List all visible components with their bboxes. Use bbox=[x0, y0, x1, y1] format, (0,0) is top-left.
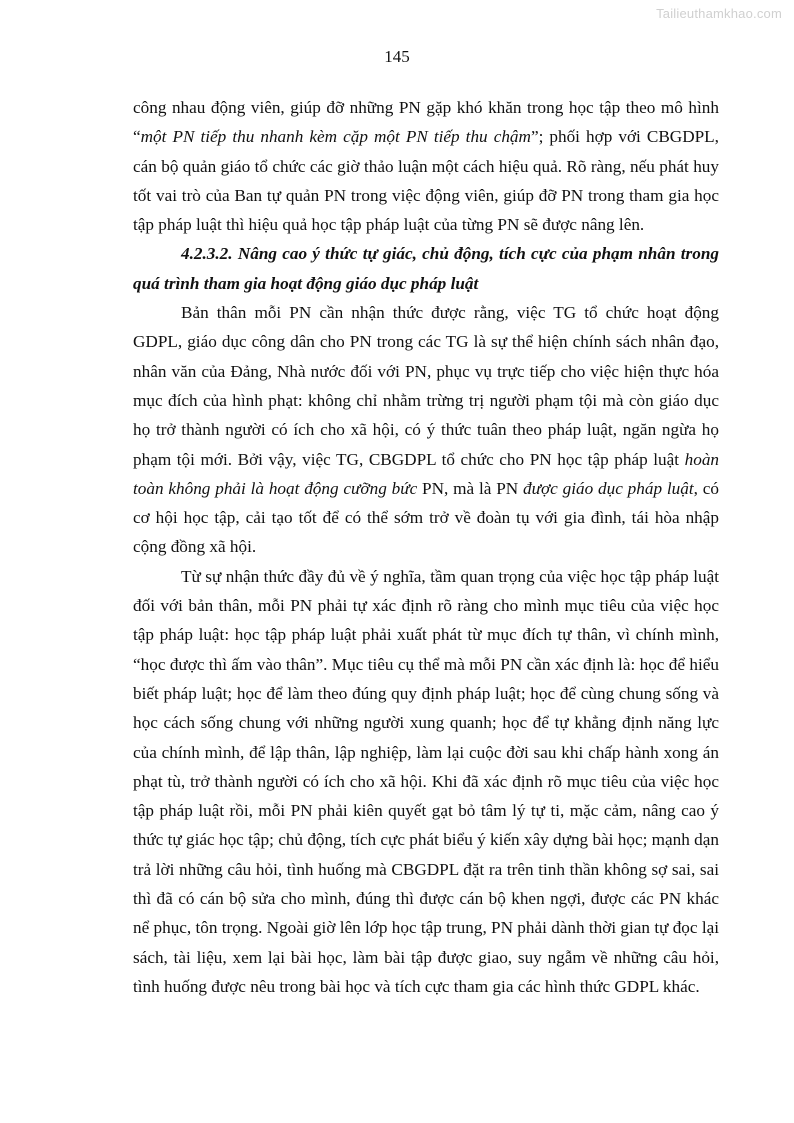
document-body bbox=[133, 93, 719, 1001]
paragraph-1 bbox=[133, 93, 719, 239]
paragraph-1-italic-phrase: một PN tiếp thu nhanh kèm cặp một PN tiếp thu chậm bbox=[140, 127, 531, 147]
paragraph-2-text-b: PN, mà là PN bbox=[417, 478, 524, 498]
paragraph-1-text-b: ”; phối hợp với CBGDPL, cán bộ quản giáo tổ chức các giờ thảo luận một cách hiệu quả. Rõ ràng, nếu phát huy tốt vai trò của Ban tự quản PN trong việc động viên, giúp đỡ PN trong tham gia học tập pháp luật thì hiệu quả học tập pháp luật của từng PN sẽ được nâng lên. bbox=[133, 127, 719, 235]
section-heading: 4.2.3.2. Nâng cao ý thức tự giác, chủ động, tích cực của phạm nhân trong quá trình tham gia hoạt động giáo dục pháp luật bbox=[133, 244, 719, 293]
paragraph-3: Từ sự nhận thức đầy đủ về ý nghĩa, tầm quan trọng của việc học tập pháp luật đối với bản thân, mỗi PN phải tự xác định rõ ràng cho mình mục tiêu của việc học tập pháp luật: học tập pháp luật phải xuất phát từ mục đích tự thân, vì chính mình, “học được thì ấm vào thân”. Mục tiêu cụ thể mà mỗi PN cần xác định là: học để hiểu biết pháp luật; học để làm theo đúng quy định pháp luật; học để cùng chung sống và học cách sống chung với những người xung quanh; học để tự khẳng định năng lực của chính mình, để lập thân, lập nghiệp, làm lại cuộc đời sau khi chấp hành xong án phạt tù, trở thành người có ích cho xã hội. Khi đã xác định rõ mục tiêu của việc học tập pháp luật rồi, mỗi PN phải kiên quyết gạt bỏ tâm lý tự ti, mặc cảm, nâng cao ý thức tự giác học tập; chủ động, tích cực phát biểu ý kiến xây dựng bài học; mạnh dạn trả lời những câu hỏi, tình huống mà CBGDPL đặt ra trên tinh thần không sợ sai, sai thì đã có cán bộ sửa cho mình, đúng thì được cán bộ khen ngợi, được các PN khác nể phục, tôn trọng. Ngoài giờ lên lớp học tập trung, PN phải dành thời gian tự đọc lại sách, tài liệu, xem lại bài học, làm bài tập được giao, suy ngẫm về những câu hỏi, tình huống được nêu trong bài học và tích cực tham gia các hình thức GDPL khác. bbox=[133, 566, 720, 996]
page-number: 145 bbox=[384, 47, 410, 66]
paragraph-2-italic-phrase-1: hoàn toàn không phải là hoạt động cưỡng bức bbox=[133, 449, 719, 498]
paragraph-2-text-a: Bản thân mỗi PN cần nhận thức được rằng, việc TG tổ chức hoạt động GDPL, giáo dục công dân cho PN trong các TG là sự thể hiện chính sách nhân đạo, nhân văn của Đảng, Nhà nước đối với PN, phục vụ trực tiếp cho việc hiện thực hóa mục đích của hình phạt: không chỉ nhằm trừng trị người phạm tội mà còn giáo dục họ trở thành người có ích cho xã hội, có ý thức tuân theo pháp luật, ngăn ngừa họ phạm tội mới. Bởi vậy, việc TG, CBGDPL tổ chức cho PN học tập pháp luật bbox=[133, 303, 719, 469]
watermark: Tailieuthamkhao.com bbox=[656, 6, 782, 21]
paragraph-2 bbox=[133, 298, 719, 562]
paragraph-1-text-a: công nhau động viên, giúp đỡ những PN gặp khó khăn trong học tập theo mô hình “ bbox=[133, 98, 719, 147]
paragraph-2-italic-phrase-2: được giáo dục pháp luật bbox=[523, 478, 694, 498]
paragraph-2-text-c: , có cơ hội học tập, cải tạo tốt để có thể sớm trở về đoàn tụ với gia đình, tái hòa nhập cộng đồng xã hội. bbox=[133, 478, 719, 557]
